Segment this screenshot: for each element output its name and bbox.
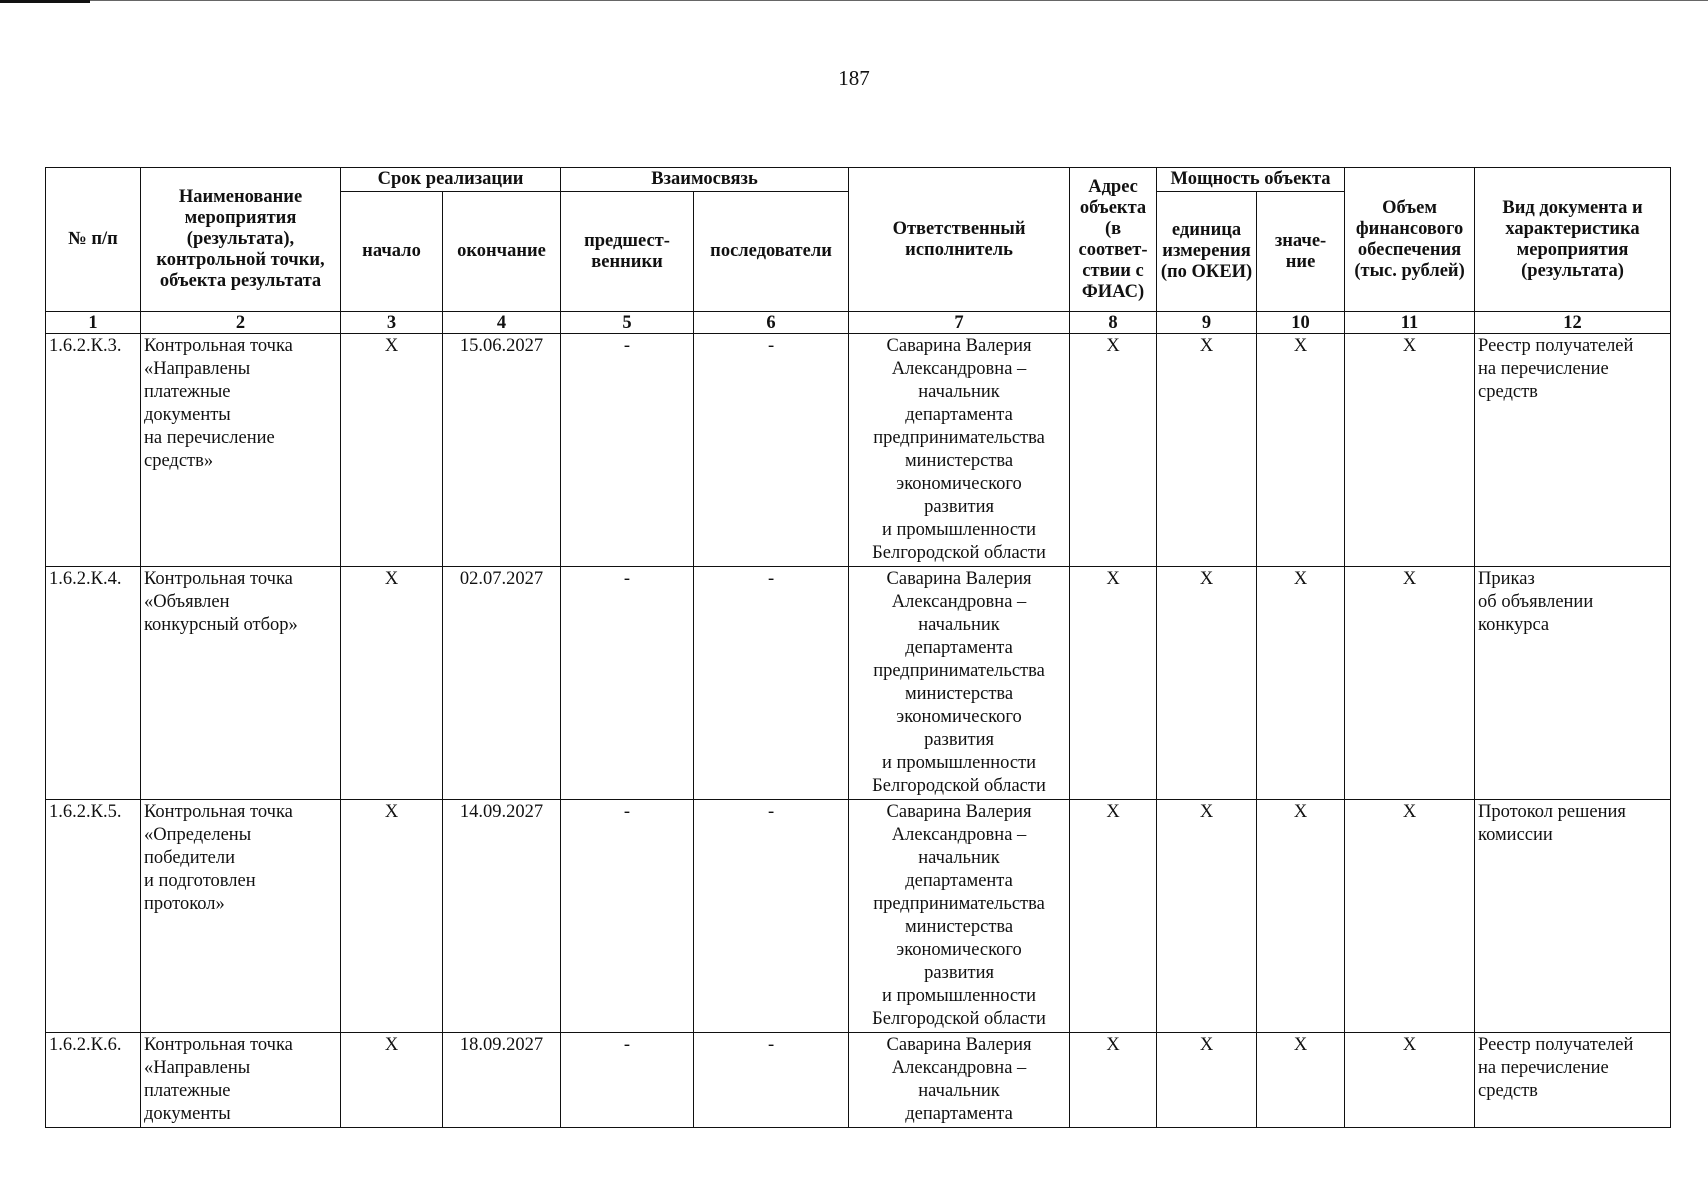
row-number: 1.6.2.К.3.	[46, 334, 141, 567]
table-row	[46, 800, 1671, 1033]
row-start: X	[341, 334, 443, 567]
row-name: Контрольная точка «Определены победители и подготовлен протокол»	[141, 800, 341, 1033]
header-name: Наименование мероприятия (результата), контрольной точки, объекта результата	[141, 168, 341, 312]
column-number: 12	[1475, 312, 1671, 334]
header-row-1	[46, 168, 1671, 192]
table-row	[46, 1033, 1671, 1128]
row-document: Приказ об объявлении конкурса	[1475, 567, 1671, 800]
header-unit: единица измерения (по ОКЕИ)	[1157, 192, 1257, 312]
header-num: № п/п	[46, 168, 141, 312]
table-row	[46, 567, 1671, 800]
row-value: X	[1257, 334, 1345, 567]
row-successors: -	[694, 334, 849, 567]
row-number: 1.6.2.К.4.	[46, 567, 141, 800]
row-start: X	[341, 800, 443, 1033]
page-top-border	[0, 0, 1708, 1]
row-finance: X	[1345, 334, 1475, 567]
header-start: начало	[341, 192, 443, 312]
row-responsible: Саварина Валерия Александровна – начальник департамента предпринимательства министерства экономического развития и промышленности Белгородской области	[849, 800, 1070, 1033]
row-unit: X	[1157, 567, 1257, 800]
header-group-relation: Взаимосвязь	[561, 168, 849, 192]
row-successors: -	[694, 800, 849, 1033]
row-finance: X	[1345, 567, 1475, 800]
row-finance: X	[1345, 1033, 1475, 1128]
row-end: 02.07.2027	[443, 567, 561, 800]
row-predecessors: -	[561, 800, 694, 1033]
header-group-capacity: Мощность объекта	[1157, 168, 1345, 192]
row-unit: X	[1157, 1033, 1257, 1128]
scan-edge-mark	[0, 0, 90, 3]
row-value: X	[1257, 800, 1345, 1033]
row-name: Контрольная точка «Направлены платежные документы	[141, 1033, 341, 1128]
row-successors: -	[694, 567, 849, 800]
row-predecessors: -	[561, 567, 694, 800]
events-table	[45, 167, 1671, 1128]
row-name: Контрольная точка «Направлены платежные документы на перечисление средств»	[141, 334, 341, 567]
row-number: 1.6.2.К.5.	[46, 800, 141, 1033]
header-responsible: Ответственный исполнитель	[849, 168, 1070, 312]
row-responsible: Саварина Валерия Александровна – начальник департамента предпринимательства министерства экономического развития и промышленности Белгородской области	[849, 567, 1070, 800]
row-address: X	[1070, 334, 1157, 567]
header-successors: последователи	[694, 192, 849, 312]
row-address: X	[1070, 1033, 1157, 1128]
row-predecessors: -	[561, 334, 694, 567]
column-number: 10	[1257, 312, 1345, 334]
header-finance: Объем финансового обеспечения (тыс. рублей)	[1345, 168, 1475, 312]
row-start: X	[341, 567, 443, 800]
column-number: 3	[341, 312, 443, 334]
column-number: 1	[46, 312, 141, 334]
row-unit: X	[1157, 334, 1257, 567]
column-number: 8	[1070, 312, 1157, 334]
header-document: Вид документа и характеристика мероприятия (результата)	[1475, 168, 1671, 312]
column-number: 5	[561, 312, 694, 334]
row-document: Реестр получателей на перечисление средств	[1475, 334, 1671, 567]
row-address: X	[1070, 800, 1157, 1033]
column-number: 11	[1345, 312, 1475, 334]
row-address: X	[1070, 567, 1157, 800]
row-document: Реестр получателей на перечисление средств	[1475, 1033, 1671, 1128]
row-successors: -	[694, 1033, 849, 1128]
header-end: окончание	[443, 192, 561, 312]
column-number: 9	[1157, 312, 1257, 334]
header-value: значе- ние	[1257, 192, 1345, 312]
column-number-row	[46, 312, 1671, 334]
row-number: 1.6.2.К.6.	[46, 1033, 141, 1128]
header-predecessors: предшест- венники	[561, 192, 694, 312]
column-number: 6	[694, 312, 849, 334]
column-number: 4	[443, 312, 561, 334]
header-group-term: Срок реализации	[341, 168, 561, 192]
row-end: 14.09.2027	[443, 800, 561, 1033]
row-end: 18.09.2027	[443, 1033, 561, 1128]
row-start: X	[341, 1033, 443, 1128]
column-number: 2	[141, 312, 341, 334]
row-unit: X	[1157, 800, 1257, 1033]
table-row	[46, 334, 1671, 567]
row-document: Протокол решения комиссии	[1475, 800, 1671, 1033]
row-responsible: Саварина Валерия Александровна – начальник департамента предпринимательства министерства экономического развития и промышленности Белгородской области	[849, 334, 1070, 567]
row-responsible: Саварина Валерия Александровна – начальник департамента	[849, 1033, 1070, 1128]
row-predecessors: -	[561, 1033, 694, 1128]
row-value: X	[1257, 567, 1345, 800]
row-end: 15.06.2027	[443, 334, 561, 567]
header-address: Адрес объекта (в соответ-ствии с ФИАС)	[1070, 168, 1157, 312]
row-finance: X	[1345, 800, 1475, 1033]
column-number: 7	[849, 312, 1070, 334]
page-number: 187	[838, 66, 870, 90]
row-value: X	[1257, 1033, 1345, 1128]
row-name: Контрольная точка «Объявлен конкурсный отбор»	[141, 567, 341, 800]
